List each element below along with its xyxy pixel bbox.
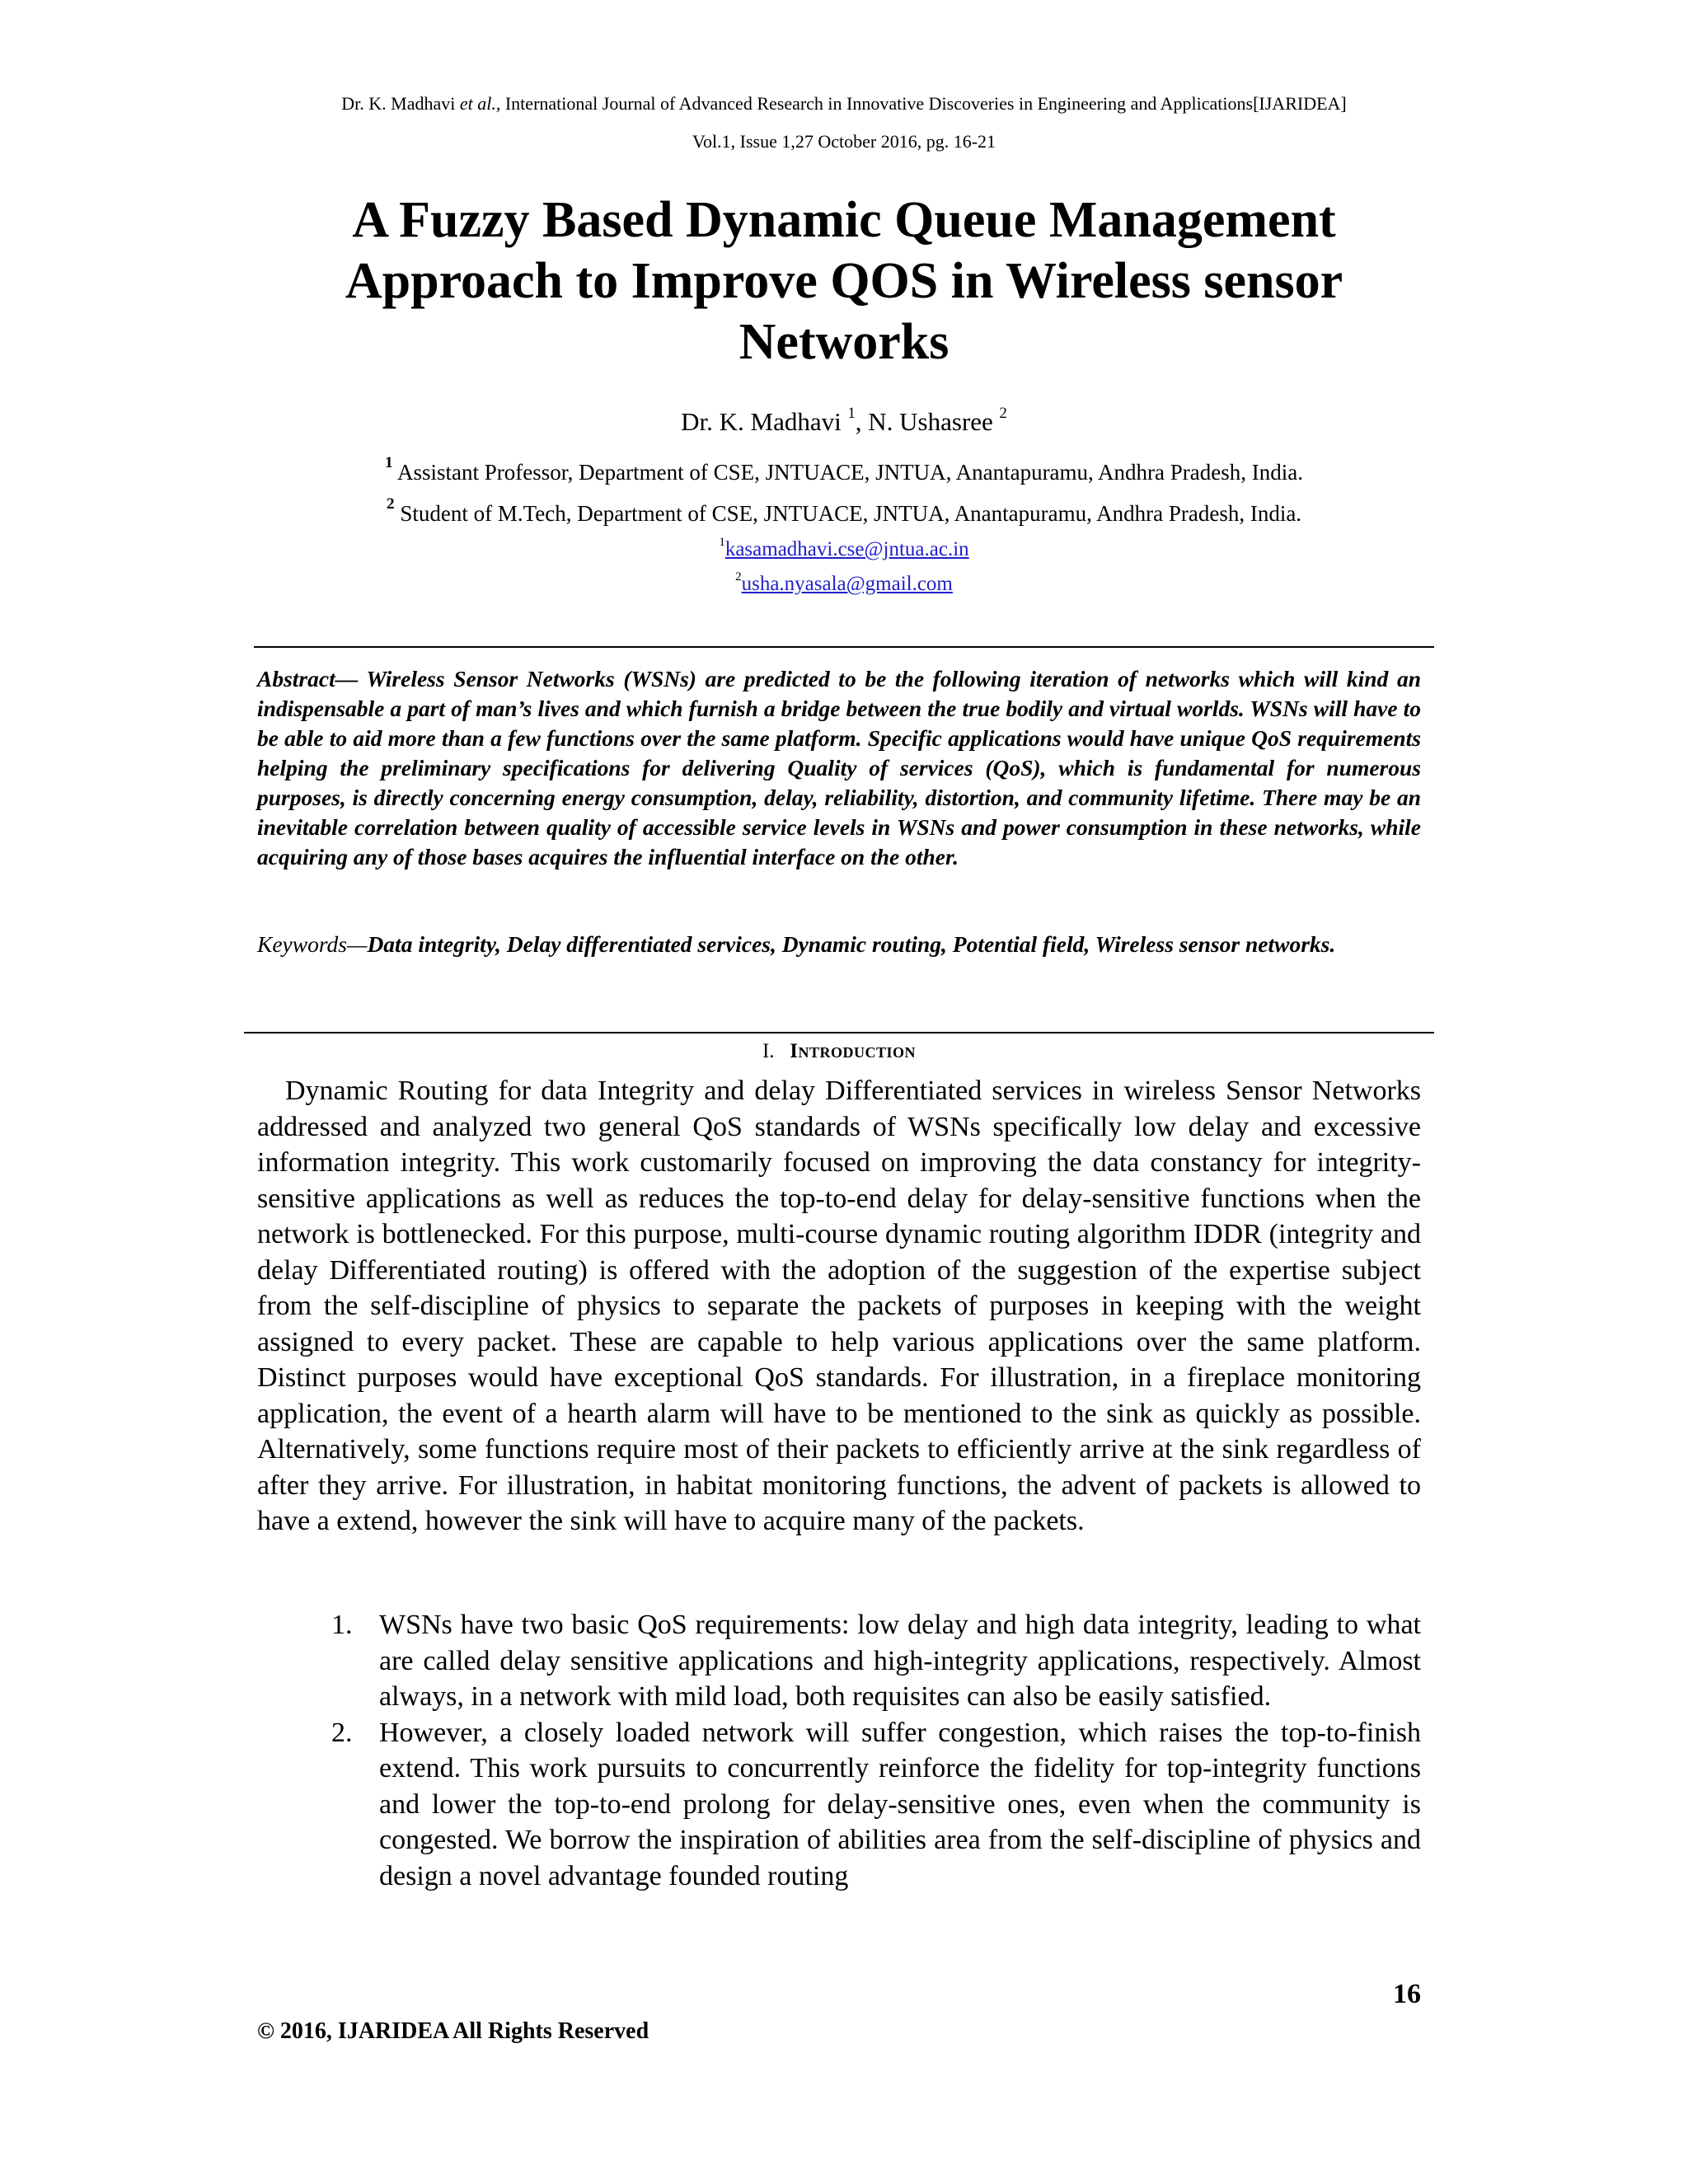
requirements-list: [257, 1607, 1421, 1894]
header-author: Dr. K. Madhavi: [341, 93, 460, 114]
affiliation-2-num: 2: [386, 495, 395, 513]
email-2-link[interactable]: usha.nyasala@gmail.com: [741, 573, 953, 595]
affiliation-1: [272, 454, 1416, 486]
email-2-sup: 2: [735, 569, 742, 583]
list-item-number: 1.: [331, 1610, 353, 1640]
section-rule: [244, 1032, 1434, 1033]
list-item: [257, 1607, 1421, 1715]
page-number: 16: [1393, 1979, 1421, 2009]
abstract-top-rule: [254, 646, 1434, 648]
author-separator: ,: [855, 407, 869, 436]
affiliation-1-num: 1: [385, 454, 393, 472]
list-item: [257, 1715, 1421, 1895]
email-1-sup: 1: [719, 535, 725, 549]
author-1-sup: 1: [847, 404, 856, 422]
abstract-text: Abstract— Wireless Sensor Networks (WSNs) are predicted to be the following iteration of networks which will kind an indispensable a part of man’s lives and which furnish a bridge between the true bodily and virtual worlds. WSNs will have to be able to aid more than a few functions over the same platform. Specific applications would have unique QoS requirements helping the preliminary specifications for delivering Quality of services (QoS), which is fundamental for numerous purposes, is directly concerning energy consumption, delay, reliability, distortion, and community lifetime. There may be an inevitable correlation between quality of accessible service levels in WSNs and power consumption in these networks, while acquiring any of those bases acquires the influential interface on the other.: [257, 666, 1421, 869]
list-item-number: 2.: [331, 1717, 353, 1748]
keywords-label: Keywords—: [257, 931, 368, 957]
intro-text: Dynamic Routing for data Integrity and delay Differentiated services in wireless Sensor Networks addressed and analyzed two general QoS standards of WSNs specifically low delay and excessive information integrity. This work customarily focused on improving the data constancy for integrity-sensitive applications as well as reduces the top-to-end delay for delay-sensitive functions when the network is bottlenecked. For this purpose, multi-course dynamic routing algorithm IDDR (integrity and delay Differentiated routing) is offered with the adoption of the suggestion of the expertise subject from the self-discipline of physics to separate the packets of purposes in keeping with the weight assigned to every packet. These are capable to help various applications over the same platform. Distinct purposes would have exceptional QoS standards. For illustration, in a fireplace monitoring application, the event of a hearth alarm will have to be mentioned to the sink as quickly as possible. Alternatively, some functions require most of their packets to efficiently arrive at the sink regardless of after they arrive. For illustration, in habitat monitoring functions, the advent of packets is allowed to have a extend, however the sink will have to acquire many of the packets.: [257, 1076, 1421, 1536]
keywords-text: Data integrity, Delay differentiated services, Dynamic routing, Potential field, Wireless sensor networks.: [367, 931, 1336, 957]
copyright-footer: © 2016, IJARIDEA All Rights Reserved: [257, 2018, 649, 2044]
header-etal: et al.,: [459, 93, 501, 114]
paper-title: A Fuzzy Based Dynamic Queue Management Approach to Improve QOS in Wireless sensor Networks: [345, 192, 1343, 370]
email-2: [272, 569, 1416, 597]
running-header: [198, 92, 1490, 115]
header-journal: International Journal of Advanced Research in Innovative Discoveries in Engineering and Applications[IJARIDEA]: [500, 93, 1347, 114]
author-1: Dr. K. Madhavi: [681, 407, 848, 436]
section-heading: [244, 1038, 1434, 1065]
list-item-text: WSNs have two basic QoS requirements: low delay and high data integrity, leading to what are called delay sensitive applications and high-integrity applications, respectively. Almost always, in a network with mild load, both requisites can also be easily satisfied.: [379, 1610, 1421, 1712]
section-title: Introduction: [790, 1040, 917, 1062]
author-2-sup: 2: [999, 404, 1007, 422]
email-1: [272, 537, 1416, 562]
section-number: I.: [762, 1040, 775, 1062]
affiliation-2: [272, 495, 1416, 527]
email-1-link[interactable]: kasamadhavi.cse@jntua.ac.in: [724, 538, 969, 560]
affiliation-1-text: Assistant Professor, Department of CSE, JNTUACE, JNTUA, Anantapuramu, Andhra Pradesh, India.: [392, 460, 1303, 485]
author-line: [272, 405, 1416, 438]
affiliation-2-text: Student of M.Tech, Department of CSE, JNTUACE, JNTUA, Anantapuramu, Andhra Pradesh, India.: [394, 501, 1302, 526]
intro-paragraph: [257, 1073, 1421, 1540]
issue-info: Vol.1, Issue 1,27 October 2016, pg. 16-21: [692, 131, 996, 152]
author-2: N. Ushasree: [868, 407, 1000, 436]
list-item-text: However, a closely loaded network will suffer congestion, which raises the top-to-finish extend. This work pursuits to concurrently reinforce the fidelity for top-integrity functions and lower the top-to-end prolong for delay-sensitive ones, even when the community is congested. We borrow the inspiration of abilities area from the self-discipline of physics and design a novel advantage founded routing: [379, 1717, 1421, 1891]
keywords: [257, 930, 1421, 959]
abstract: [257, 664, 1421, 872]
